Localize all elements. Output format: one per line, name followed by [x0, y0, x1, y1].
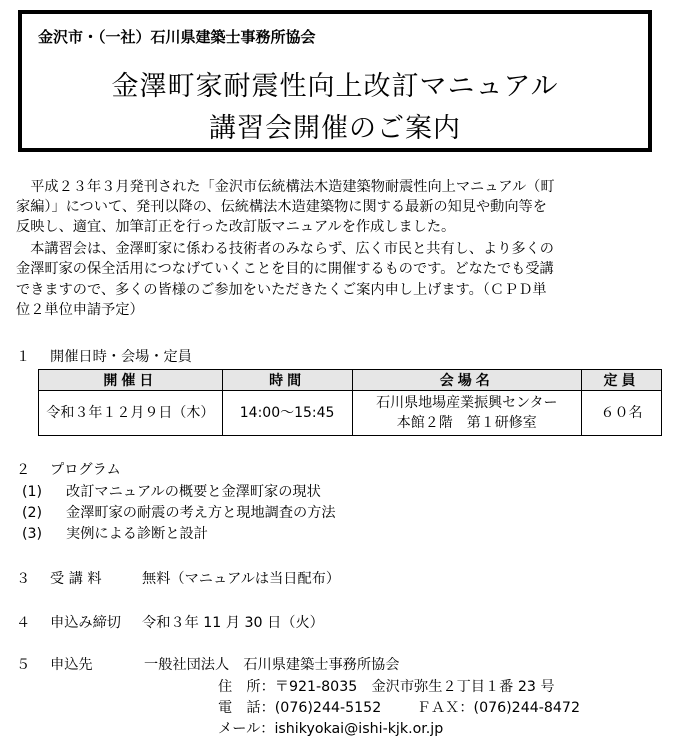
- section-number: ４: [16, 615, 31, 631]
- main-title-line2: 講習会開催のご案内: [209, 113, 461, 144]
- program-text: 金澤町家の耐震の考え方と現地調査の方法: [66, 505, 336, 521]
- contact-email: [218, 718, 443, 738]
- section-1-heading: [16, 346, 192, 366]
- header-date: 開催日: [39, 370, 223, 391]
- section-2-heading: [16, 459, 121, 479]
- contact-address: [218, 676, 555, 696]
- phone-value: (076)244-5152: [274, 700, 382, 716]
- program-text: 改訂マニュアルの概要と金澤町家の現状: [66, 484, 321, 500]
- email-label: メール：: [218, 721, 275, 737]
- header-capacity: 定員: [582, 370, 662, 391]
- intro-line: 位２単位申請予定）: [16, 302, 144, 318]
- event-date: 令和３年１２月９日（木）: [39, 391, 223, 436]
- program-number: (2): [22, 505, 43, 521]
- program-number: (3): [22, 526, 43, 542]
- fax-label: ＦＡＸ：: [416, 700, 474, 716]
- table-header-row: [39, 370, 662, 391]
- program-text: 実例による診断と設計: [66, 526, 208, 542]
- title-box: [18, 10, 652, 152]
- intro-line: 反映し、適宜、加筆訂正を行った改訂版マニュアルを作成しました。: [16, 219, 456, 235]
- organizer-line: 金沢市・（一社）石川県建築士事務所協会: [38, 28, 316, 46]
- deadline-value: 令和３年 11 月 30 日（火）: [142, 615, 324, 631]
- contact-label: 申込先: [50, 657, 93, 673]
- email-value[interactable]: ishikyokai@ishi-kjk.or.jp: [274, 721, 444, 737]
- intro-line: 平成２３年３月発刊された「金沢市伝統構法木造建築物耐震性向上マニュアル（町: [16, 179, 555, 195]
- fee-value: 無料（マニュアルは当日配布）: [142, 571, 341, 587]
- section-number: ２: [16, 462, 31, 478]
- contact-org: 一般社団法人 石川県建築士事務所協会: [144, 657, 400, 673]
- intro-line: 家編）」について、発刊以降の、伝統構法木造建築物に関する最新の知見や動向等を: [16, 199, 547, 215]
- intro-line: 金澤町家の保全活用につなげていくことを目的に開催するものです。どなたでも受講: [16, 261, 554, 277]
- section-number: ３: [16, 571, 31, 587]
- contact-phone-fax: [218, 697, 580, 717]
- program-item: [22, 481, 321, 501]
- address-label: 住 所：: [218, 679, 275, 695]
- program-item: [22, 523, 208, 543]
- header-time: 時間: [222, 370, 352, 391]
- venue-name: 石川県地場産業振興センター: [376, 395, 558, 411]
- fee-label: 受 講 料: [50, 571, 102, 587]
- intro-line: 本講習会は、金澤町家に係わる技術者のみならず、広く市民と共有し、より多くの: [16, 241, 554, 257]
- event-capacity: ６０名: [582, 391, 662, 436]
- schedule-table: [38, 369, 662, 436]
- section-title: プログラム: [50, 462, 121, 478]
- header-venue: 会場名: [352, 370, 582, 391]
- section-4-deadline: [16, 612, 324, 632]
- fax-value: (076)244-8472: [473, 700, 580, 716]
- table-row: [39, 391, 662, 436]
- venue-room: 本館２階 第１研修室: [396, 415, 537, 431]
- phone-label: 電 話：: [218, 700, 275, 716]
- event-time: 14:00～15:45: [222, 391, 352, 436]
- section-number: ５: [16, 657, 31, 673]
- address-value: 〒921-8035 金沢市弥生２丁目１番 23 号: [274, 679, 555, 695]
- program-number: (1): [22, 484, 43, 500]
- main-title: 金澤町家耐震性向上改訂マニュアル: [111, 71, 559, 102]
- event-venue: [352, 391, 582, 436]
- intro-line: できますので、多くの皆様のご参加をいただきたくご案内申し上げます。（ＣＰＤ単: [16, 282, 547, 298]
- section-number: １: [16, 349, 31, 365]
- section-5-contact: [16, 654, 399, 674]
- section-title: 開催日時・会場・定員: [50, 349, 192, 365]
- section-3-fee: [16, 568, 340, 588]
- deadline-label: 申込み締切: [50, 615, 121, 631]
- program-item: [22, 502, 336, 522]
